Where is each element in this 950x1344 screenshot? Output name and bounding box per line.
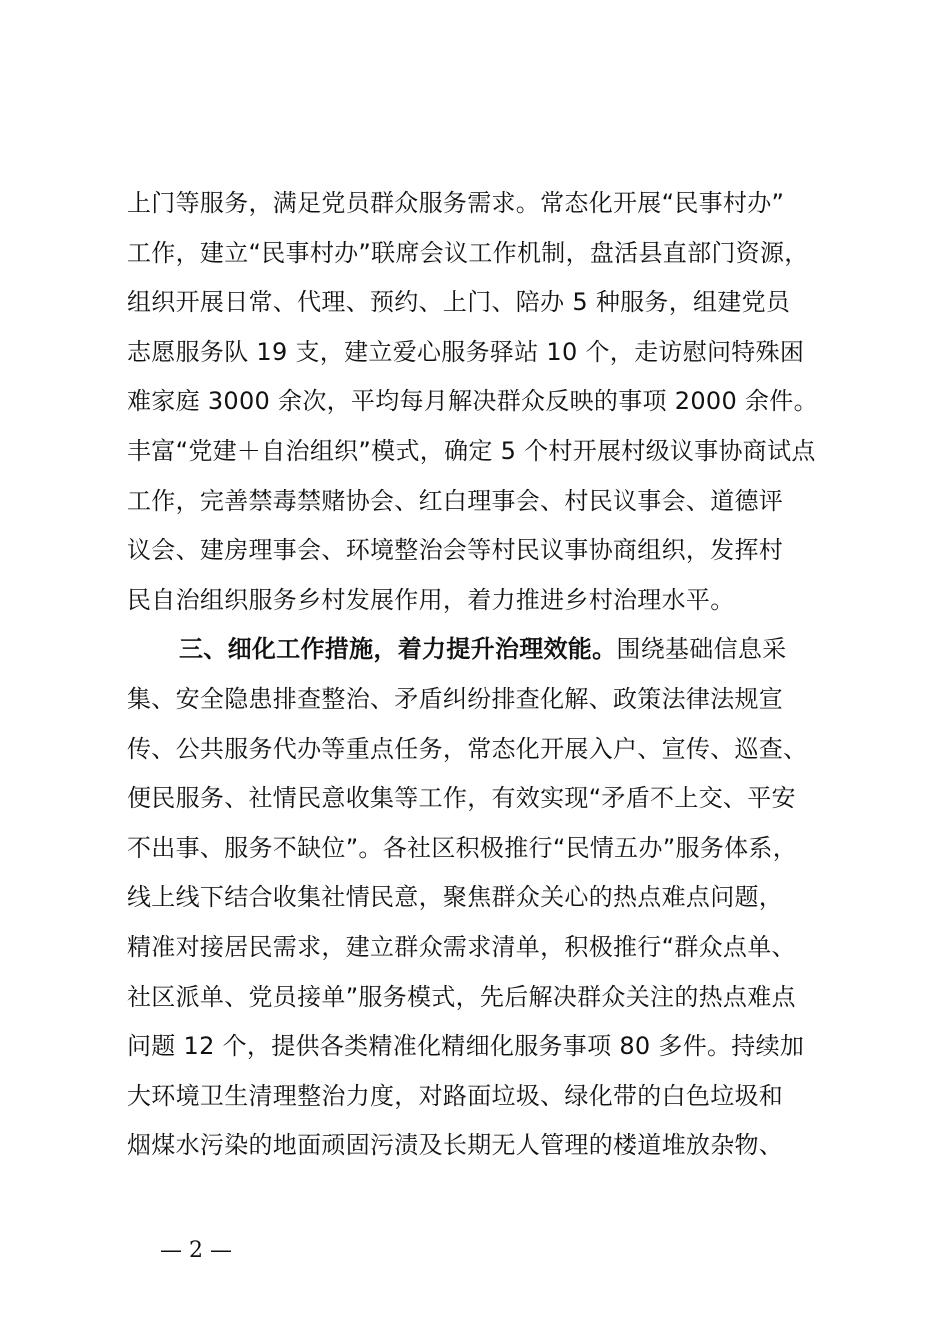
section-line-7: 社区派单、党员接单”服务模式，先后解决群众关注的热点难点 xyxy=(127,982,796,1011)
section-heading: 三、细化工作措施，着力提升治理效能。 xyxy=(179,635,617,664)
section-line-9: 大环境卫生清理整治力度，对路面垃圾、绿化带的白色垃圾和 xyxy=(127,1081,784,1110)
text-line-8: 议会、建房理事会、环境整治会等村民议事协商组织，发挥村 xyxy=(127,536,784,565)
text-line-2: 工作，建立“民事村办”联席会议工作机制，盘活县直部门资源， xyxy=(127,238,809,267)
text-line-9: 民自治组织服务乡村发展作用，着力推进乡村治理水平。 xyxy=(127,585,735,614)
text-line-1: 上门等服务，满足党员群众服务需求。常态化开展“民事村办” xyxy=(127,189,785,217)
section-line-5: 线上线下结合收集社情民意，聚焦群众关心的热点难点问题， xyxy=(127,883,784,912)
section-line-8: 问题 12 个，提供各类精准化精细化服务事项 80 多件。持续加 xyxy=(127,1032,805,1061)
section-line-2: 传、公共服务代办等重点任务，常态化开展入户、宣传、巡查、 xyxy=(127,734,808,763)
text-line-4: 志愿服务队 19 支，建立爱心服务驿站 10 个，走访慰问特殊困 xyxy=(127,337,805,366)
text-line-7: 工作，完善禁毒禁赌协会、红白理事会、村民议事会、道德评 xyxy=(127,486,784,515)
section-line-1: 集、安全隐患排查整治、矛盾纠纷排查化解、政策法律法规宣 xyxy=(127,684,784,713)
document-body xyxy=(127,179,867,1171)
text-line-5: 难家庭 3000 余次，平均每月解决群众反映的事项 2000 余件。 xyxy=(127,387,818,416)
text-line-3: 组织开展日常、代理、预约、上门、陪办 5 种服务，组建党员 xyxy=(127,288,791,317)
section-line-3: 便民服务、社情民意收集等工作，有效实现“矛盾不上交、平安 xyxy=(127,784,796,813)
section-line-10: 烟煤水污染的地面顽固污渍及长期无人管理的楼道堆放杂物、 xyxy=(127,1131,784,1160)
page-number: — 2 — xyxy=(160,1238,232,1263)
section-line-4: 不出事、服务不缺位”。各社区积极推行“民情五办”服务体系， xyxy=(127,833,797,862)
section-first-line xyxy=(127,625,867,675)
text-line-6: 丰富“党建＋自治组织”模式，确定 5 个村开展村级议事协商试点 xyxy=(127,436,816,465)
section-first-line-text: 围绕基础信息采 xyxy=(616,635,787,664)
section-line-6: 精准对接居民需求，建立群众需求清单，积极推行“群众点单、 xyxy=(127,932,796,961)
